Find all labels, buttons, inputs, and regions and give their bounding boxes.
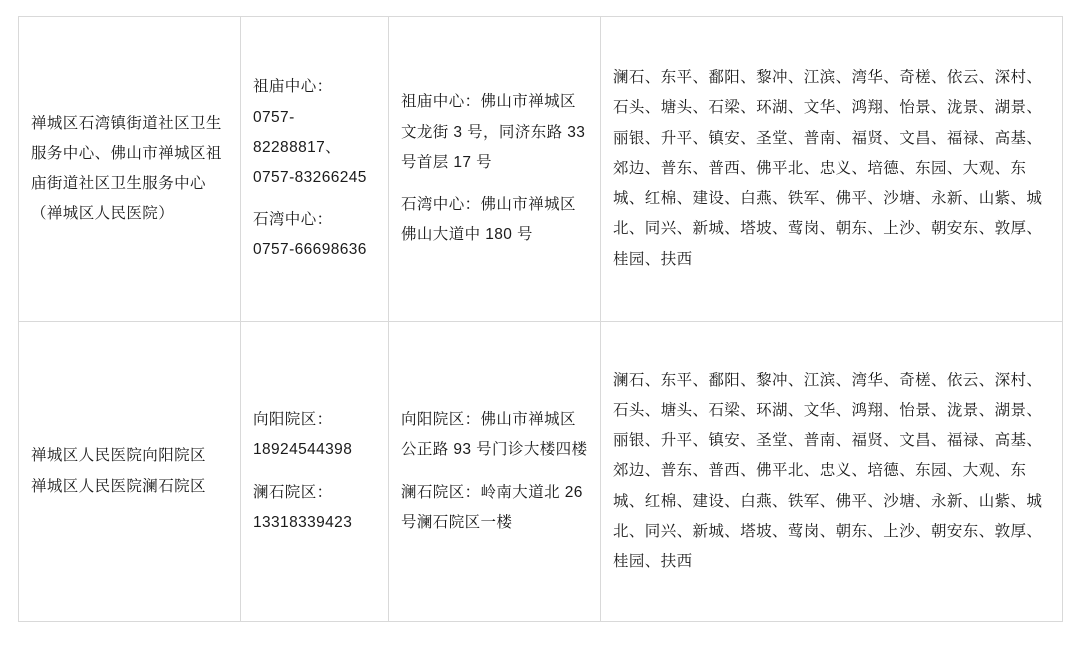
clinic-info-table <box>18 16 1063 622</box>
institution-name-line-1: 禅城区人民医院向阳院区 <box>31 447 206 465</box>
institution-name-text: 禅城区石湾镇街道社区卫生服务中心、佛山市禅城区祖庙街道社区卫生服务中心（禅城区人民医院） <box>31 114 222 223</box>
phone-numbers-2: 0757-66698636 <box>253 241 367 259</box>
address-text-1: 向阳院区：佛山市禅城区公正路 93 号门诊大楼四楼 <box>401 411 588 459</box>
phone-numbers-1: 0757-82288817、0757-83266245 <box>253 108 367 186</box>
phone-label-1: 向阳院区： <box>253 411 333 429</box>
phone-block-1 <box>253 405 376 465</box>
phone-numbers-2: 13318339423 <box>253 513 353 531</box>
cell-phone <box>241 17 389 322</box>
address-text-2: 澜石院区：岭南大道北 26 号澜石院区一楼 <box>401 483 583 531</box>
document-page <box>0 16 1080 654</box>
cell-institution-name <box>19 17 241 322</box>
institution-name-line-2: 禅城区人民医院澜石院区 <box>31 477 206 495</box>
cell-service-area <box>601 322 1063 622</box>
cell-address <box>389 17 601 322</box>
address-text-2: 石湾中心：佛山市禅城区佛山大道中 180 号 <box>401 196 576 244</box>
cell-service-area <box>601 17 1063 322</box>
phone-block-2 <box>253 205 376 265</box>
service-area-text: 澜石、东平、鄱阳、黎冲、江滨、湾华、奇槎、依云、深村、石头、塘头、石梁、环湖、文华、鸿翔、怡景、泷景、湖景、丽银、升平、镇安、圣堂、普南、福贤、文昌、福禄、高基、郊边、普东、普西、佛平北、忠义、培德、东园、大观、东城、红棉、建设、白燕、铁军、佛平、沙塘、永新、山紫、城北、同兴、新城、塔坡、莺岗、朝东、上沙、朝安东、敦厚、桂园、扶西 <box>613 69 1043 268</box>
phone-label-2: 澜石院区： <box>253 483 333 501</box>
cell-address <box>389 322 601 622</box>
phone-label-1: 祖庙中心： <box>253 78 333 96</box>
table-row <box>19 17 1063 322</box>
service-area-text: 澜石、东平、鄱阳、黎冲、江滨、湾华、奇槎、依云、深村、石头、塘头、石梁、环湖、文华、鸿翔、怡景、泷景、湖景、丽银、升平、镇安、圣堂、普南、福贤、文昌、福禄、高基、郊边、普东、普西、佛平北、忠义、培德、东园、大观、东城、红棉、建设、白燕、铁军、佛平、沙塘、永新、山紫、城北、同兴、新城、塔坡、莺岗、朝东、上沙、朝安东、敦厚、桂园、扶西 <box>613 371 1043 571</box>
phone-label-2: 石湾中心： <box>253 211 333 229</box>
table-row <box>19 322 1063 622</box>
phone-numbers-1: 18924544398 <box>253 441 353 459</box>
address-text-1: 祖庙中心：佛山市禅城区文龙街 3 号，同济东路 33 号首层 17 号 <box>401 93 586 171</box>
cell-institution-name <box>19 322 241 622</box>
phone-block-2 <box>253 478 376 538</box>
phone-block-1 <box>253 72 376 193</box>
cell-phone <box>241 322 389 622</box>
